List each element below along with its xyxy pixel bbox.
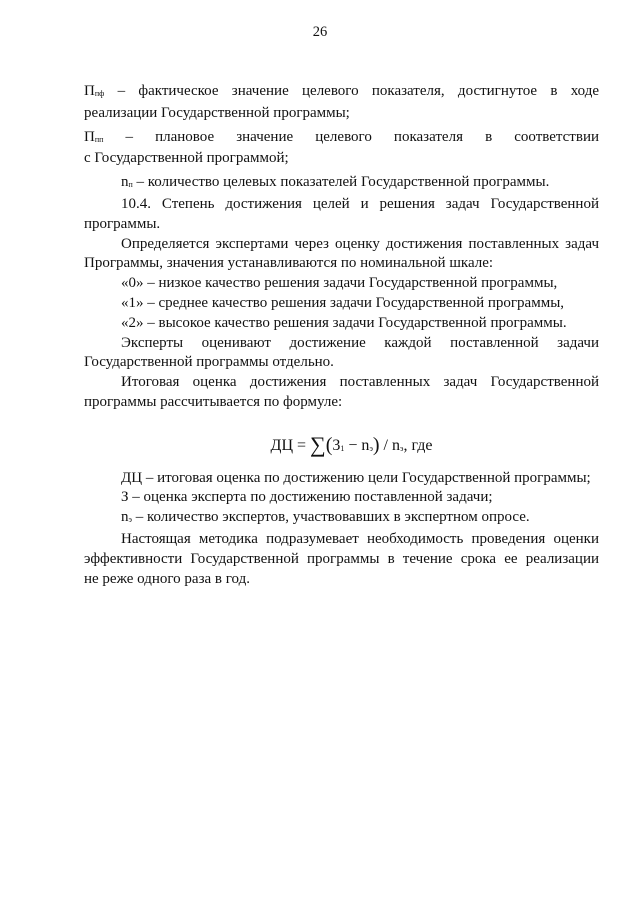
definition-text: – количество целевых показателей Государственной программы. — [132, 174, 550, 191]
final-intro: Итоговая оценка достижения поставленных задач Государственной — [121, 374, 599, 391]
page-number: 26 — [312, 24, 328, 40]
conclusion: Настоящая методика подразумевает необходимость проведения оценки — [121, 530, 599, 547]
document-body — [84, 82, 599, 589]
section-heading-10-4: 10.4. Степень достижения целей и решения задач Государственной — [121, 195, 599, 212]
symbol-p-pp: П — [84, 128, 95, 145]
section-heading-10-4-cont: программы. — [84, 215, 161, 232]
definition-plan-value — [84, 128, 599, 170]
formula-def-dc: ДЦ – итоговая оценка по достижению цели Государственной программы; — [121, 469, 591, 486]
symbol-p-pf: П — [84, 83, 95, 99]
definition-indicator-count — [84, 173, 599, 195]
conclusion-end: не реже одного раза в год. — [84, 570, 250, 587]
experts-evaluate: Эксперты оценивают достижение каждой поставленной задачи — [121, 334, 599, 351]
scale-item-1: «1» – среднее качество решения задачи Государственной программы, — [121, 294, 565, 311]
definition-text: – плановое значение целевого показателя в соответствии — [103, 128, 599, 145]
symbol-sub: п — [128, 180, 133, 190]
definition-text-cont: реализации Государственной программы; — [84, 104, 350, 121]
experts-intro-cont: Программы, значения устанавливаются по номинальной шкале: — [84, 255, 494, 272]
definition-text-cont: с Государственной программой; — [84, 150, 289, 167]
symbol-n-e: n — [121, 509, 129, 526]
symbol-n-p: n — [121, 174, 129, 191]
formula-lhs: ДЦ — [270, 436, 294, 454]
definition-fact-value — [84, 82, 599, 124]
scale-item-2: «2» – высокое качество решения задачи Государственной программы. — [121, 314, 567, 331]
final-intro-cont: программы рассчитывается по формуле: — [84, 393, 343, 410]
definition-text: – фактическое значение целевого показателя, достигнутое в ходе — [104, 83, 599, 99]
formula-def-ne: nэ – количество экспертов, участвовавших в экспертном опросе. — [121, 509, 530, 526]
symbol-sub: пф — [94, 89, 105, 98]
symbol-sub: пп — [94, 134, 104, 144]
experts-evaluate-cont: Государственной программы отдельно. — [84, 354, 334, 371]
conclusion-cont: эффективности Государственной программы в течение срока ее реализации — [84, 550, 599, 567]
formula-def-z: З – оценка эксперта по достижению поставленной задачи; — [121, 489, 493, 506]
formula: ДЦ = ∑(31 − nэ) / nэ, где — [270, 431, 433, 457]
experts-intro: Определяется экспертами через оценку достижения поставленных задач — [121, 235, 599, 252]
scale-item-0: «0» – низкое качество решения задачи Государственной программы, — [121, 275, 558, 292]
sum-icon: ∑ — [310, 431, 326, 457]
